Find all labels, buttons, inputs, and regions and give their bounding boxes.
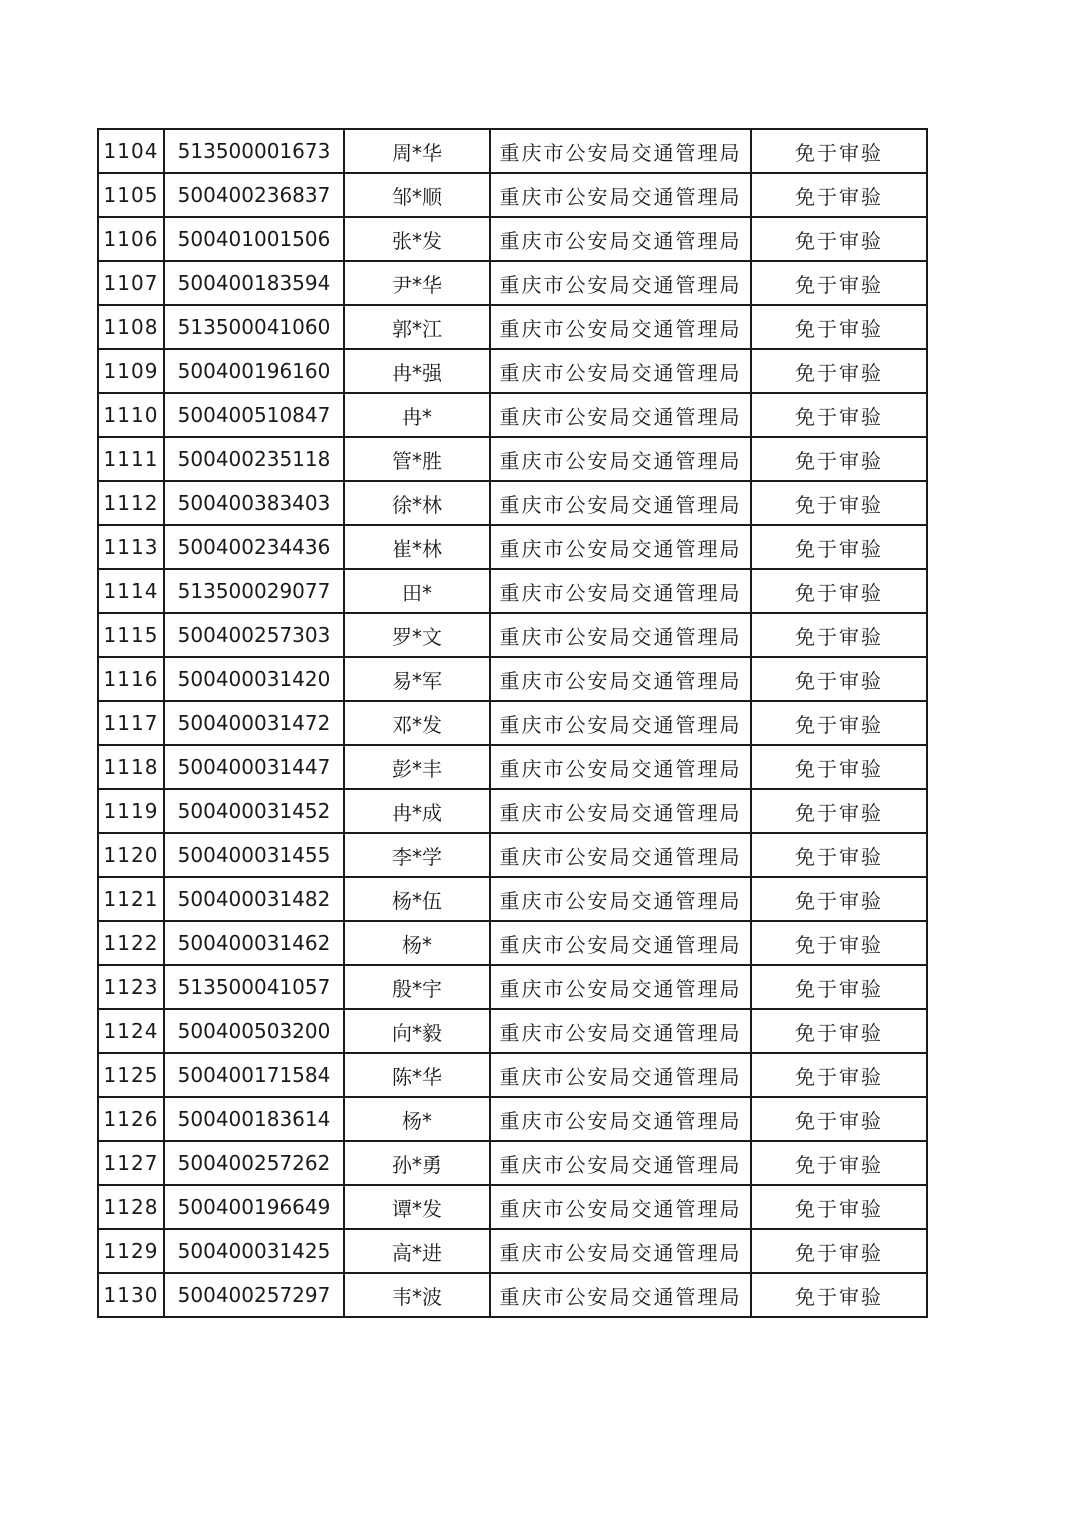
row-status-cell: 免于审验: [751, 833, 927, 877]
row-license-cell: 500401001506: [164, 217, 344, 261]
table-row: [98, 173, 927, 217]
row-license-cell: 500400031482: [164, 877, 344, 921]
row-name-cell: 谭*发: [344, 1185, 490, 1229]
row-org-cell: 重庆市公安局交通管理局: [490, 833, 751, 877]
row-status-cell: 免于审验: [751, 789, 927, 833]
row-seq-cell: 1104: [98, 129, 164, 173]
row-license-cell: 513500041060: [164, 305, 344, 349]
row-name-cell: 殷*宇: [344, 965, 490, 1009]
row-status-cell: 免于审验: [751, 217, 927, 261]
row-org-cell: 重庆市公安局交通管理局: [490, 393, 751, 437]
table-row: [98, 393, 927, 437]
row-status-cell: 免于审验: [751, 1273, 927, 1317]
row-name-cell: 陈*华: [344, 1053, 490, 1097]
table-row: [98, 745, 927, 789]
row-seq-cell: 1112: [98, 481, 164, 525]
row-org-cell: 重庆市公安局交通管理局: [490, 745, 751, 789]
row-status-cell: 免于审验: [751, 129, 927, 173]
row-status-cell: 免于审验: [751, 1229, 927, 1273]
row-seq-cell: 1127: [98, 1141, 164, 1185]
row-status-cell: 免于审验: [751, 481, 927, 525]
row-seq-cell: 1115: [98, 613, 164, 657]
row-org-cell: 重庆市公安局交通管理局: [490, 921, 751, 965]
row-name-cell: 冉*强: [344, 349, 490, 393]
row-status-cell: 免于审验: [751, 525, 927, 569]
row-license-cell: 500400031455: [164, 833, 344, 877]
row-org-cell: 重庆市公安局交通管理局: [490, 261, 751, 305]
row-status-cell: 免于审验: [751, 569, 927, 613]
row-status-cell: 免于审验: [751, 1097, 927, 1141]
row-seq-cell: 1113: [98, 525, 164, 569]
row-name-cell: 易*军: [344, 657, 490, 701]
table-row: [98, 481, 927, 525]
row-status-cell: 免于审验: [751, 173, 927, 217]
row-org-cell: 重庆市公安局交通管理局: [490, 657, 751, 701]
table-row: [98, 1273, 927, 1317]
row-status-cell: 免于审验: [751, 1009, 927, 1053]
row-seq-cell: 1108: [98, 305, 164, 349]
row-license-cell: 500400236837: [164, 173, 344, 217]
row-license-cell: 500400183614: [164, 1097, 344, 1141]
row-org-cell: 重庆市公安局交通管理局: [490, 349, 751, 393]
row-seq-cell: 1130: [98, 1273, 164, 1317]
row-status-cell: 免于审验: [751, 701, 927, 745]
table-row: [98, 877, 927, 921]
row-seq-cell: 1126: [98, 1097, 164, 1141]
row-license-cell: 500400503200: [164, 1009, 344, 1053]
row-status-cell: 免于审验: [751, 877, 927, 921]
roster-table-body: [98, 129, 927, 1317]
row-license-cell: 500400183594: [164, 261, 344, 305]
row-seq-cell: 1119: [98, 789, 164, 833]
roster-table: [97, 128, 928, 1318]
table-row: [98, 525, 927, 569]
row-status-cell: 免于审验: [751, 613, 927, 657]
table-row: [98, 701, 927, 745]
row-seq-cell: 1121: [98, 877, 164, 921]
row-license-cell: 513500029077: [164, 569, 344, 613]
row-org-cell: 重庆市公安局交通管理局: [490, 173, 751, 217]
table-row: [98, 1097, 927, 1141]
row-org-cell: 重庆市公安局交通管理局: [490, 1009, 751, 1053]
table-row: [98, 1185, 927, 1229]
row-license-cell: 513500041057: [164, 965, 344, 1009]
row-seq-cell: 1120: [98, 833, 164, 877]
row-status-cell: 免于审验: [751, 921, 927, 965]
row-name-cell: 向*毅: [344, 1009, 490, 1053]
row-license-cell: 500400510847: [164, 393, 344, 437]
row-name-cell: 郭*江: [344, 305, 490, 349]
row-license-cell: 500400171584: [164, 1053, 344, 1097]
row-license-cell: 500400257262: [164, 1141, 344, 1185]
row-license-cell: 500400196160: [164, 349, 344, 393]
row-license-cell: 500400031447: [164, 745, 344, 789]
row-org-cell: 重庆市公安局交通管理局: [490, 305, 751, 349]
row-status-cell: 免于审验: [751, 437, 927, 481]
row-name-cell: 冉*: [344, 393, 490, 437]
row-seq-cell: 1123: [98, 965, 164, 1009]
row-name-cell: 高*进: [344, 1229, 490, 1273]
table-row: [98, 657, 927, 701]
row-org-cell: 重庆市公安局交通管理局: [490, 437, 751, 481]
row-seq-cell: 1117: [98, 701, 164, 745]
table-row: [98, 217, 927, 261]
row-org-cell: 重庆市公安局交通管理局: [490, 613, 751, 657]
table-row: [98, 305, 927, 349]
row-name-cell: 杨*: [344, 1097, 490, 1141]
row-seq-cell: 1129: [98, 1229, 164, 1273]
row-org-cell: 重庆市公安局交通管理局: [490, 965, 751, 1009]
row-status-cell: 免于审验: [751, 1141, 927, 1185]
row-name-cell: 邹*顺: [344, 173, 490, 217]
row-seq-cell: 1107: [98, 261, 164, 305]
row-name-cell: 邓*发: [344, 701, 490, 745]
row-name-cell: 尹*华: [344, 261, 490, 305]
row-name-cell: 韦*波: [344, 1273, 490, 1317]
row-org-cell: 重庆市公安局交通管理局: [490, 877, 751, 921]
row-org-cell: 重庆市公安局交通管理局: [490, 481, 751, 525]
table-row: [98, 569, 927, 613]
row-seq-cell: 1116: [98, 657, 164, 701]
table-row: [98, 349, 927, 393]
row-license-cell: 500400235118: [164, 437, 344, 481]
row-seq-cell: 1105: [98, 173, 164, 217]
row-name-cell: 杨*伍: [344, 877, 490, 921]
row-name-cell: 崔*林: [344, 525, 490, 569]
table-row: [98, 1009, 927, 1053]
table-row: [98, 1229, 927, 1273]
table-row: [98, 789, 927, 833]
row-name-cell: 徐*林: [344, 481, 490, 525]
row-status-cell: 免于审验: [751, 1053, 927, 1097]
row-status-cell: 免于审验: [751, 349, 927, 393]
row-seq-cell: 1122: [98, 921, 164, 965]
row-org-cell: 重庆市公安局交通管理局: [490, 701, 751, 745]
row-seq-cell: 1124: [98, 1009, 164, 1053]
table-row: [98, 613, 927, 657]
row-license-cell: 500400383403: [164, 481, 344, 525]
row-seq-cell: 1125: [98, 1053, 164, 1097]
row-org-cell: 重庆市公安局交通管理局: [490, 1097, 751, 1141]
row-status-cell: 免于审验: [751, 965, 927, 1009]
row-license-cell: 500400031462: [164, 921, 344, 965]
row-seq-cell: 1106: [98, 217, 164, 261]
row-name-cell: 彭*丰: [344, 745, 490, 789]
table-row: [98, 921, 927, 965]
row-seq-cell: 1114: [98, 569, 164, 613]
row-name-cell: 田*: [344, 569, 490, 613]
row-license-cell: 500400257297: [164, 1273, 344, 1317]
row-status-cell: 免于审验: [751, 305, 927, 349]
row-org-cell: 重庆市公安局交通管理局: [490, 1185, 751, 1229]
row-license-cell: 513500001673: [164, 129, 344, 173]
row-org-cell: 重庆市公安局交通管理局: [490, 1141, 751, 1185]
row-status-cell: 免于审验: [751, 745, 927, 789]
row-org-cell: 重庆市公安局交通管理局: [490, 569, 751, 613]
table-row: [98, 1053, 927, 1097]
row-org-cell: 重庆市公安局交通管理局: [490, 1273, 751, 1317]
table-row: [98, 965, 927, 1009]
row-name-cell: 张*发: [344, 217, 490, 261]
row-org-cell: 重庆市公安局交通管理局: [490, 1053, 751, 1097]
row-seq-cell: 1128: [98, 1185, 164, 1229]
row-seq-cell: 1111: [98, 437, 164, 481]
row-license-cell: 500400031472: [164, 701, 344, 745]
row-org-cell: 重庆市公安局交通管理局: [490, 525, 751, 569]
row-license-cell: 500400234436: [164, 525, 344, 569]
row-org-cell: 重庆市公安局交通管理局: [490, 129, 751, 173]
table-row: [98, 833, 927, 877]
table-row: [98, 129, 927, 173]
row-status-cell: 免于审验: [751, 657, 927, 701]
row-name-cell: 管*胜: [344, 437, 490, 481]
row-name-cell: 罗*文: [344, 613, 490, 657]
row-seq-cell: 1118: [98, 745, 164, 789]
row-license-cell: 500400031420: [164, 657, 344, 701]
row-name-cell: 周*华: [344, 129, 490, 173]
row-license-cell: 500400196649: [164, 1185, 344, 1229]
table-row: [98, 437, 927, 481]
row-seq-cell: 1110: [98, 393, 164, 437]
row-status-cell: 免于审验: [751, 393, 927, 437]
row-seq-cell: 1109: [98, 349, 164, 393]
row-name-cell: 李*学: [344, 833, 490, 877]
row-name-cell: 杨*: [344, 921, 490, 965]
row-name-cell: 冉*成: [344, 789, 490, 833]
row-license-cell: 500400031425: [164, 1229, 344, 1273]
row-org-cell: 重庆市公安局交通管理局: [490, 789, 751, 833]
row-status-cell: 免于审验: [751, 261, 927, 305]
table-row: [98, 1141, 927, 1185]
row-license-cell: 500400031452: [164, 789, 344, 833]
row-status-cell: 免于审验: [751, 1185, 927, 1229]
row-org-cell: 重庆市公安局交通管理局: [490, 1229, 751, 1273]
row-org-cell: 重庆市公安局交通管理局: [490, 217, 751, 261]
table-row: [98, 261, 927, 305]
row-license-cell: 500400257303: [164, 613, 344, 657]
row-name-cell: 孙*勇: [344, 1141, 490, 1185]
